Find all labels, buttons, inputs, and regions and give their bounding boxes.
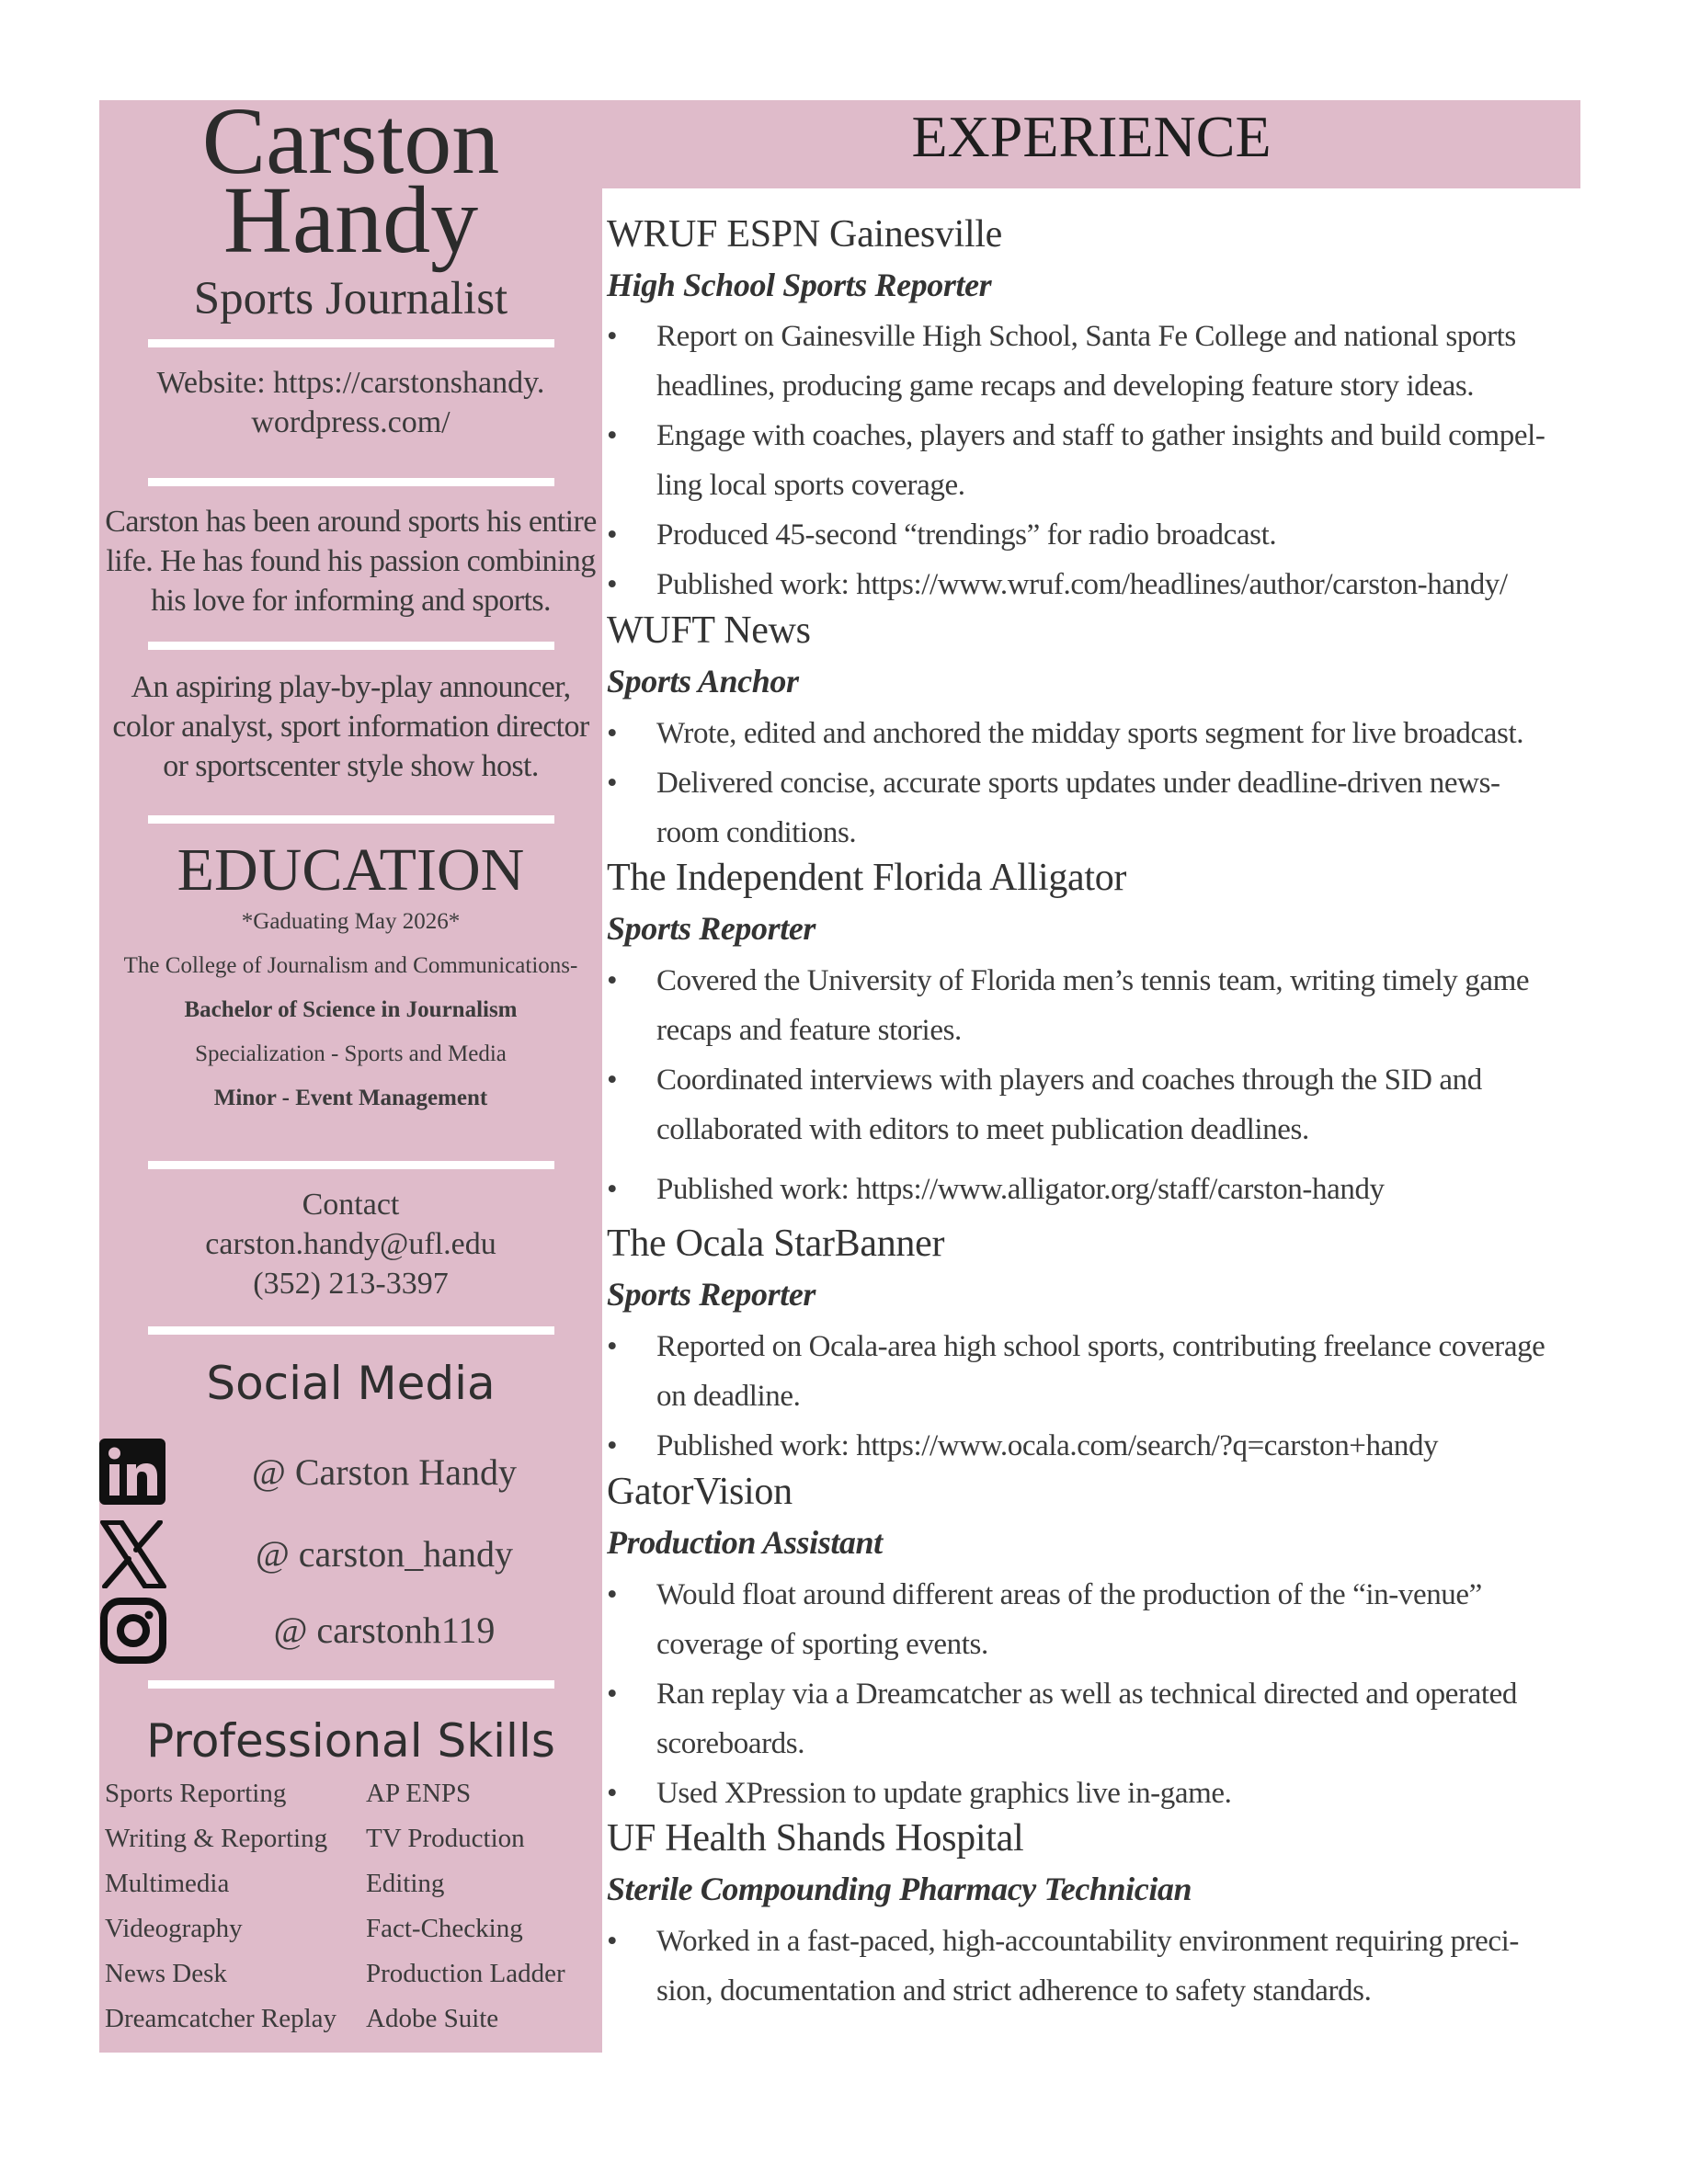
job-role: Sports Anchor — [607, 663, 799, 700]
bullet-line: on deadline. — [656, 1380, 801, 1413]
divider — [148, 478, 554, 486]
candidate-name — [99, 88, 602, 273]
job-role: Sports Reporter — [607, 910, 816, 947]
bullet-line: Produced 45-second “trendings” for radio broadcast. — [656, 518, 1277, 552]
job-title: Sports Journalist — [193, 273, 508, 324]
instagram-icon — [99, 1597, 167, 1665]
website-line: Website: https://carstonshandy. — [156, 366, 545, 400]
job-organization: WRUF ESPN Gainesville — [607, 213, 1003, 256]
bio-line: his love for informing and sports. — [151, 584, 551, 618]
bullet-line: Report on Gainesville High School, Santa Fe College and national sports — [656, 320, 1516, 353]
experience-heading: EXPERIENCE — [602, 100, 1580, 188]
bullet-line: Ran replay via a Dreamcatcher as well as technical directed and operated — [656, 1678, 1517, 1711]
website-line: wordpress.com/ — [251, 405, 451, 439]
goal-paragraph — [99, 667, 602, 786]
x-icon — [99, 1520, 167, 1588]
bullet-line: Would float around different areas of the production of the “in-venue” — [656, 1578, 1482, 1611]
skill-item: Fact-Checking — [366, 1914, 523, 1943]
skill-item: Dreamcatcher Replay — [105, 2004, 336, 2033]
bio-line: Carston has been around sports his entire — [105, 505, 597, 539]
divider — [148, 815, 554, 824]
minor: Minor - Event Management — [213, 1086, 488, 1110]
contact-block — [99, 1185, 602, 1303]
sidebar — [99, 88, 602, 2053]
job-organization: The Independent Florida Alligator — [607, 857, 1127, 899]
job-role: Production Assistant — [607, 1524, 883, 1561]
bullet-line: room conditions. — [656, 816, 857, 849]
bullet-line: recaps and feature stories. — [656, 1014, 962, 1047]
skill-item: TV Production — [366, 1824, 525, 1853]
college-name: The College of Journalism and Communications- — [123, 953, 578, 978]
divider — [148, 1161, 554, 1169]
name-first: Carston — [201, 88, 500, 194]
job-organization: The Ocala StarBanner — [607, 1223, 945, 1265]
job-organization: WUFT News — [607, 609, 811, 652]
bullet-line: Covered the University of Florida men’s tennis team, writing timely game — [656, 964, 1530, 997]
published-work-link[interactable]: Published work: https://www.alligator.org/staff/carston-handy — [656, 1173, 1385, 1206]
job-organization: UF Health Shands Hospital — [607, 1817, 1024, 1860]
bullet-line: scoreboards. — [656, 1727, 805, 1760]
professional-skills-heading: Professional Skills — [146, 1714, 555, 1768]
linkedin-icon — [99, 1439, 167, 1507]
published-work-link[interactable]: Published work: https://www.ocala.com/search/?q=carston+handy — [656, 1429, 1439, 1462]
divider — [148, 1680, 554, 1689]
education-heading: EDUCATION — [177, 836, 525, 904]
bullet-line: coverage of sporting events. — [656, 1628, 988, 1661]
bullet-line: collaborated with editors to meet publication deadlines. — [656, 1113, 1309, 1146]
contact-phone[interactable]: (352) 213-3397 — [253, 1267, 449, 1301]
x-handle: @ carston_handy — [255, 1533, 514, 1575]
divider — [148, 339, 554, 347]
instagram-handle: @ carstonh119 — [273, 1610, 496, 1651]
bullet-line: ling local sports coverage. — [656, 469, 965, 502]
skill-item: Videography — [105, 1914, 243, 1943]
contact-label: Contact — [302, 1188, 400, 1222]
bullet-line: Delivered concise, accurate sports updates under deadline-driven news- — [656, 767, 1500, 800]
goal-line: An aspiring play-by-play announcer, — [131, 670, 571, 704]
skill-item: Production Ladder — [366, 1959, 565, 1988]
bullet-line: Wrote, edited and anchored the midday sports segment for live broadcast. — [656, 717, 1524, 750]
job-role: Sterile Compounding Pharmacy Technician — [607, 1871, 1192, 1907]
goal-line: color analyst, sport information director — [112, 710, 589, 744]
skill-item: Sports Reporting — [105, 1779, 287, 1808]
bullet-line: sion, documentation and strict adherence to safety standards. — [656, 1974, 1372, 2008]
bullet-line: Worked in a fast-paced, high-accountability environment requiring preci- — [656, 1925, 1520, 1958]
divider — [148, 1326, 554, 1335]
contact-email[interactable]: carston.handy@ufl.edu — [205, 1227, 496, 1261]
social-media-heading: Social Media — [206, 1357, 496, 1410]
website[interactable] — [99, 363, 602, 442]
linkedin-handle: @ Carston Handy — [252, 1451, 517, 1493]
graduation-date: *Gaduating May 2026* — [241, 909, 461, 934]
published-work-link[interactable]: Published work: https://www.wruf.com/headlines/author/carston-handy/ — [656, 568, 1508, 601]
social-instagram[interactable] — [99, 1597, 602, 1670]
skill-item: News Desk — [105, 1959, 227, 1988]
specialization: Specialization - Sports and Media — [195, 1041, 507, 1066]
skill-item: Adobe Suite — [366, 2004, 499, 2033]
job-role: Sports Reporter — [607, 1276, 816, 1313]
bullet-line: Coordinated interviews with players and coaches through the SID and — [656, 1064, 1482, 1097]
bullet-line: Used XPression to update graphics live in-game. — [656, 1777, 1232, 1810]
bio-line: life. He has found his passion combining — [106, 544, 596, 578]
job-role: High School Sports Reporter — [607, 267, 992, 303]
social-linkedin[interactable] — [99, 1439, 602, 1512]
bullet-line: headlines, producing game recaps and developing feature story ideas. — [656, 370, 1475, 403]
bullet-line: Reported on Ocala-area high school sports, contributing freelance coverage — [656, 1330, 1545, 1363]
skill-item: Multimedia — [105, 1869, 230, 1898]
name-last: Handy — [222, 167, 479, 273]
skill-item: Editing — [366, 1869, 445, 1898]
social-x[interactable] — [99, 1520, 602, 1594]
job-organization: GatorVision — [607, 1471, 793, 1513]
bullet-line: Engage with coaches, players and staff to gather insights and build compel- — [656, 419, 1545, 452]
skill-item: Writing & Reporting — [105, 1824, 328, 1853]
degree: Bachelor of Science in Journalism — [184, 997, 518, 1022]
skill-item: AP ENPS — [366, 1779, 472, 1808]
divider — [148, 642, 554, 650]
bio-paragraph — [99, 502, 602, 620]
goal-line: or sportscenter style show host. — [163, 749, 539, 783]
